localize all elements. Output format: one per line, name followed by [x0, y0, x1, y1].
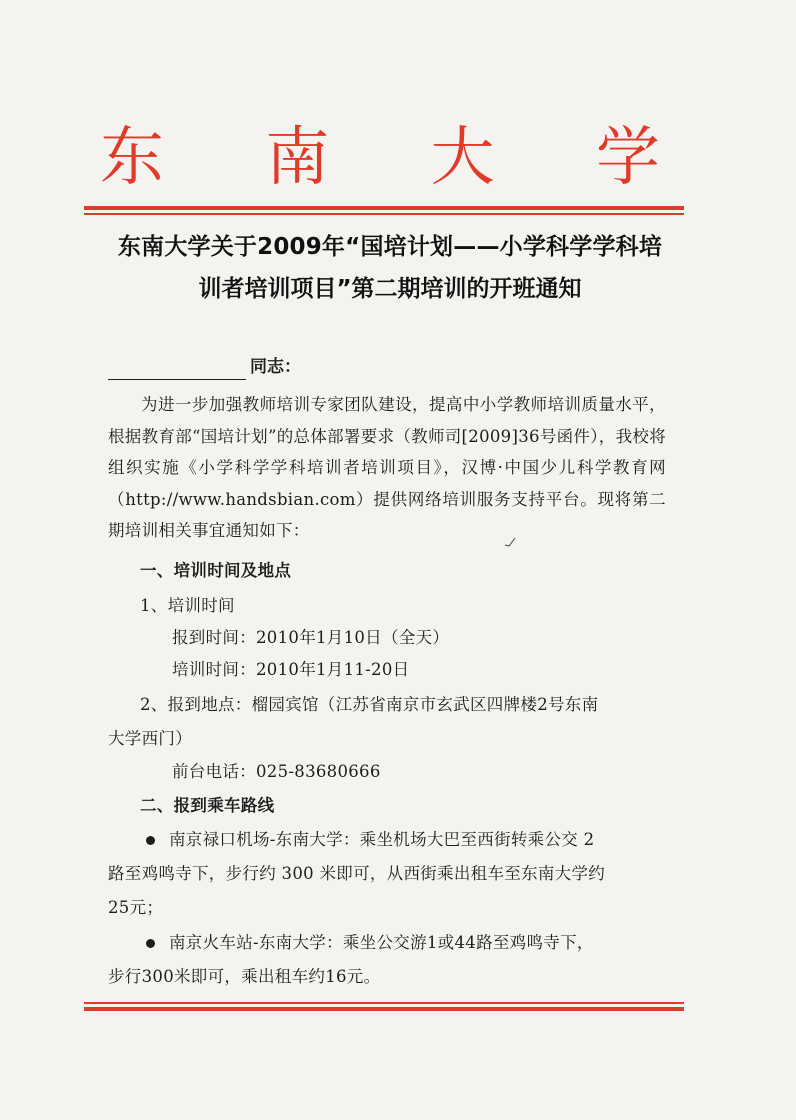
- route-airport-line-2: 路至鸡鸣寺下，步行约 300 米即可，从西街乘出租车至东南大学约: [108, 864, 606, 883]
- front-desk-phone: 前台电话：025-83680666: [172, 762, 381, 781]
- recipient-blank: [108, 359, 246, 380]
- training-time: 培训时间：2010年1月11-20日: [172, 660, 410, 679]
- footer-rule-thick: [84, 1007, 684, 1011]
- masthead-char: 大: [430, 121, 495, 195]
- masthead-char: 学: [595, 121, 660, 195]
- document-title-line-2: 训者培训项目”第二期培训的开班通知: [198, 276, 582, 302]
- route-train-line-1: [146, 928, 594, 958]
- item-training-time-label: 1、培训时间: [140, 596, 235, 615]
- route-train-text: 南京火车站-东南大学：乘坐公交游1或44路至鸡鸣寺下，: [169, 933, 594, 952]
- document-title-line-1: 东南大学关于2009年“国培计划——小学科学学科培: [117, 234, 663, 260]
- checkin-time: 报到时间：2010年1月10日（全天）: [172, 628, 450, 647]
- route-airport-line-1: [146, 825, 594, 855]
- header-rule-thick: [84, 206, 684, 210]
- salutation: [108, 354, 301, 380]
- pen-mark-icon: [504, 537, 516, 547]
- masthead-university-name: [100, 118, 660, 198]
- bullet-icon: [146, 939, 155, 948]
- section-heading-1: 一、培训时间及地点: [140, 561, 292, 580]
- intro-paragraph: 为进一步加强教师培训专家团队建设，提高中小学教师培训质量水平，根据教育部“国培计划”的总体部署要求（教师司[2009]36号函件），我校将组织实施《小学科学学科培训者培训项目》，汉博·中国少儿科学教育网（http://www.handsbian.com）提供网络培训服务支持平台。现将第二期培训相关事宜通知如下：: [108, 395, 666, 540]
- salutation-suffix: 同志：: [250, 357, 301, 377]
- route-train-line-2: 步行300米即可，乘出租车约16元。: [108, 967, 381, 986]
- checkin-location-line-1: 2、报到地点：榴园宾馆（江苏省南京市玄武区四牌楼2号东南: [140, 695, 599, 714]
- masthead-char: 东: [100, 121, 164, 195]
- section-heading-2: 二、报到乘车路线: [140, 796, 275, 815]
- footer-rule-thin: [84, 1002, 684, 1004]
- header-rule-thin: [84, 213, 684, 215]
- route-airport-text: 南京禄口机场-东南大学：乘坐机场大巴至西街转乘公交 2: [169, 830, 595, 849]
- masthead-char: 南: [265, 121, 330, 195]
- bullet-icon: [146, 836, 155, 845]
- route-airport-line-3: 25元；: [108, 898, 164, 917]
- checkin-location-line-2: 大学西门）: [108, 729, 192, 748]
